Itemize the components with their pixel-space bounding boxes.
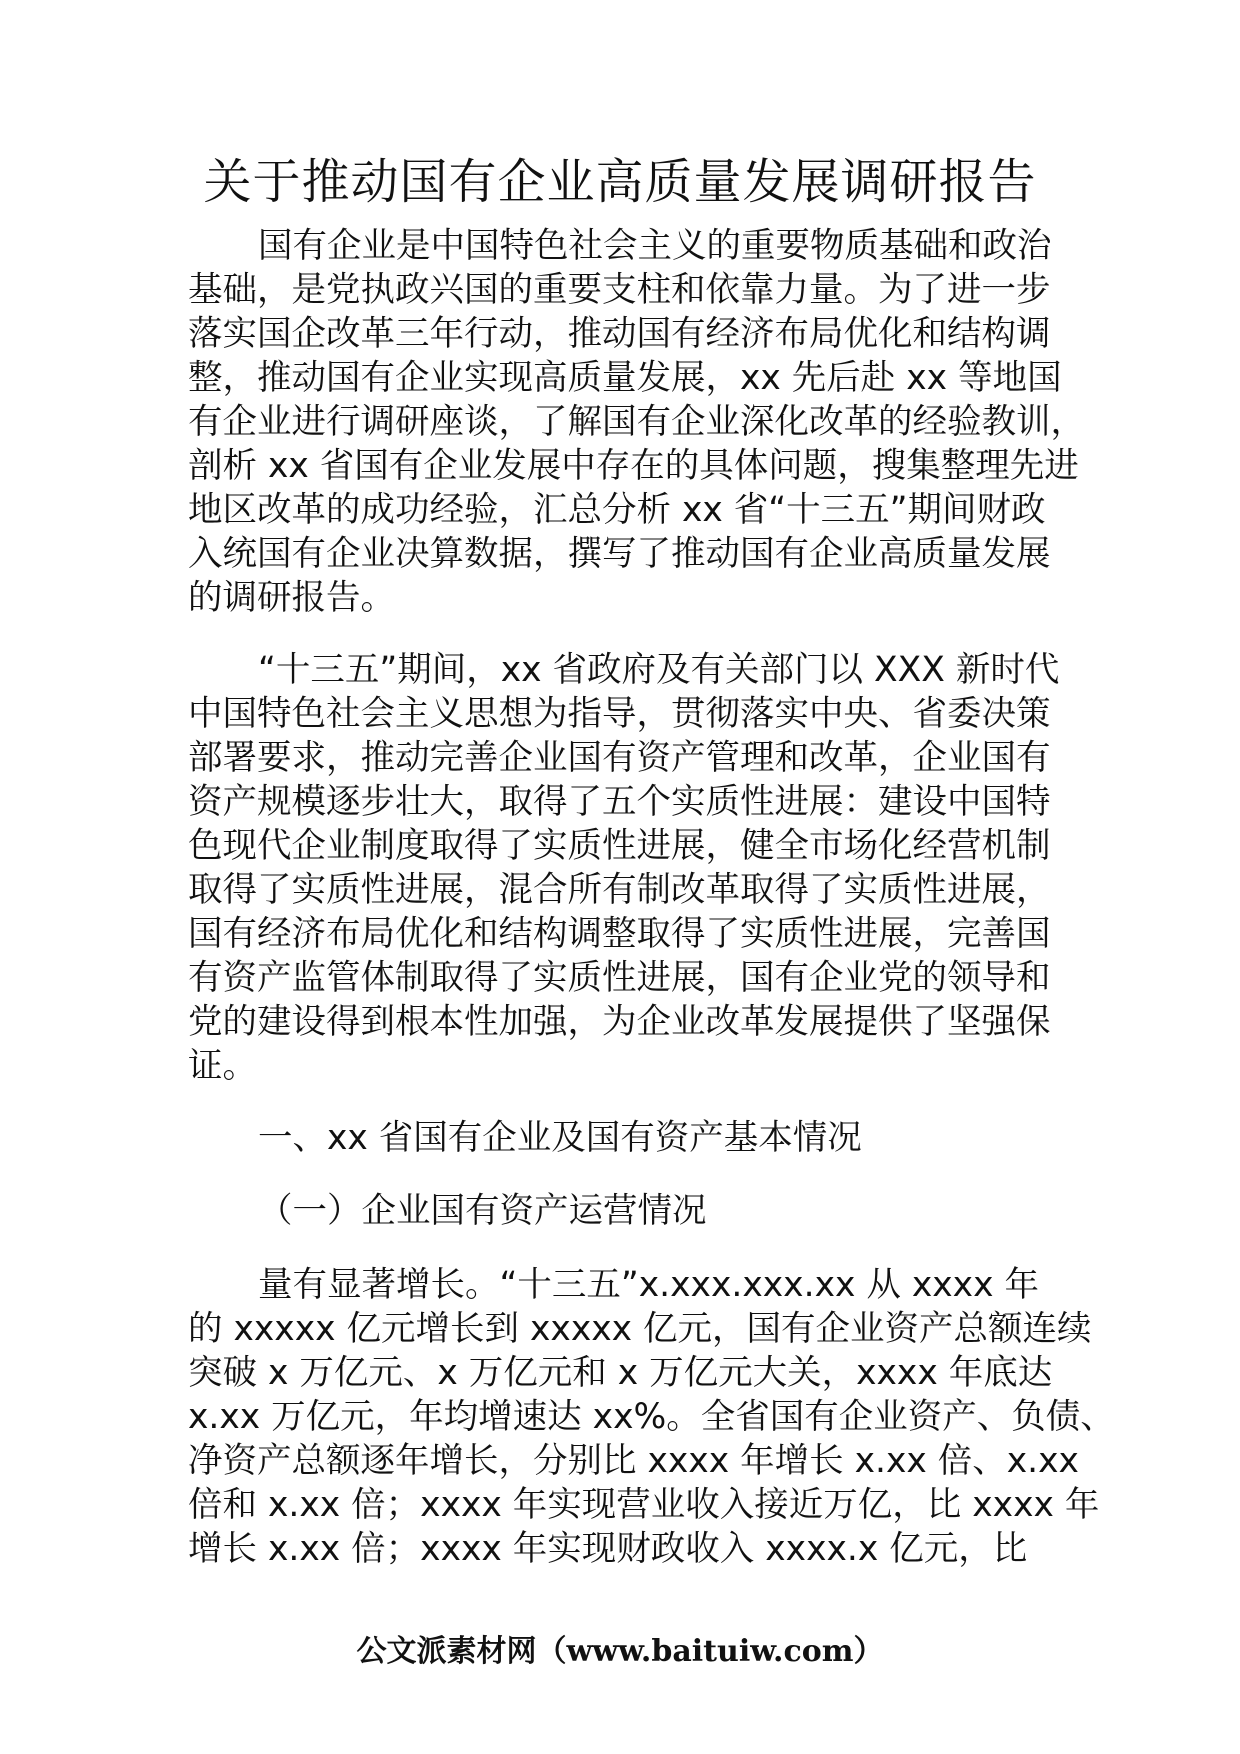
body-line: 证。 xyxy=(188,1046,257,1086)
body-line: 地区改革的成功经验，汇总分析 xx 省“十三五”期间财政 xyxy=(188,490,1046,530)
body-line: 的 xxxxx 亿元增长到 xxxxx 亿元，国有企业资产总额连续 xyxy=(188,1309,1092,1349)
body-line: 党的建设得到根本性加强，为企业改革发展提供了坚强保 xyxy=(188,1002,1051,1042)
section-heading: 一、xx 省国有企业及国有资产基本情况 xyxy=(258,1118,862,1158)
body-line: 有资产监管体制取得了实质性进展，国有企业党的领导和 xyxy=(188,958,1051,998)
body-line: 入统国有企业决算数据，撰写了推动国有企业高质量发展 xyxy=(188,534,1051,574)
footer-watermark-text: 公文派素材网（www.baituiw.com） xyxy=(356,1634,884,1669)
subsection-heading: （一）企业国有资产运营情况 xyxy=(258,1191,707,1231)
body-line: 的调研报告。 xyxy=(188,578,395,618)
body-line: 落实国企改革三年行动，推动国有经济布局优化和结构调 xyxy=(188,314,1051,354)
body-line: 增长 x.xx 倍；xxxx 年实现财政收入 xxxx.x 亿元，比 xyxy=(188,1529,1028,1569)
body-line: 整，推动国有企业实现高质量发展，xx 先后赴 xx 等地国 xyxy=(188,358,1062,398)
body-line: 突破 x 万亿元、x 万亿元和 x 万亿元大关，xxxx 年底达 xyxy=(188,1353,1053,1393)
body-line: 倍和 x.xx 倍；xxxx 年实现营业收入接近万亿，比 xxxx 年 xyxy=(188,1485,1100,1525)
body-line: 国有企业是中国特色社会主义的重要物质基础和政治 xyxy=(258,226,1052,266)
body-line: 国有经济布局优化和结构调整取得了实质性进展，完善国 xyxy=(188,914,1051,954)
body-line: 净资产总额逐年增长，分别比 xxxx 年增长 x.xx 倍、x.xx xyxy=(188,1441,1079,1481)
body-line: 有企业进行调研座谈，了解国有企业深化改革的经验教训， xyxy=(188,402,1085,442)
body-line: 基础，是党执政兴国的重要支柱和依靠力量。为了进一步 xyxy=(188,270,1051,310)
body-line: 色现代企业制度取得了实质性进展，健全市场化经营机制 xyxy=(188,826,1051,866)
body-line: 部署要求，推动完善企业国有资产管理和改革，企业国有 xyxy=(188,738,1051,778)
body-line: 量有显著增长。“十三五”x.xxx.xxx.xx 从 xxxx 年 xyxy=(258,1265,1039,1305)
body-line: x.xx 万亿元，年均增速达 xx%。全省国有企业资产、负债、 xyxy=(188,1397,1115,1437)
body-line: “十三五”期间，xx 省政府及有关部门以 XXX 新时代 xyxy=(258,650,1060,690)
body-line: 资产规模逐步壮大，取得了五个实质性进展：建设中国特 xyxy=(188,782,1051,822)
document-title: 关于推动国有企业高质量发展调研报告 xyxy=(203,154,1037,210)
body-line: 取得了实质性进展，混合所有制改革取得了实质性进展， xyxy=(188,870,1051,910)
body-line: 剖析 xx 省国有企业发展中存在的具体问题，搜集整理先进 xyxy=(188,446,1079,486)
body-line: 中国特色社会主义思想为指导，贯彻落实中央、省委决策 xyxy=(188,694,1051,734)
